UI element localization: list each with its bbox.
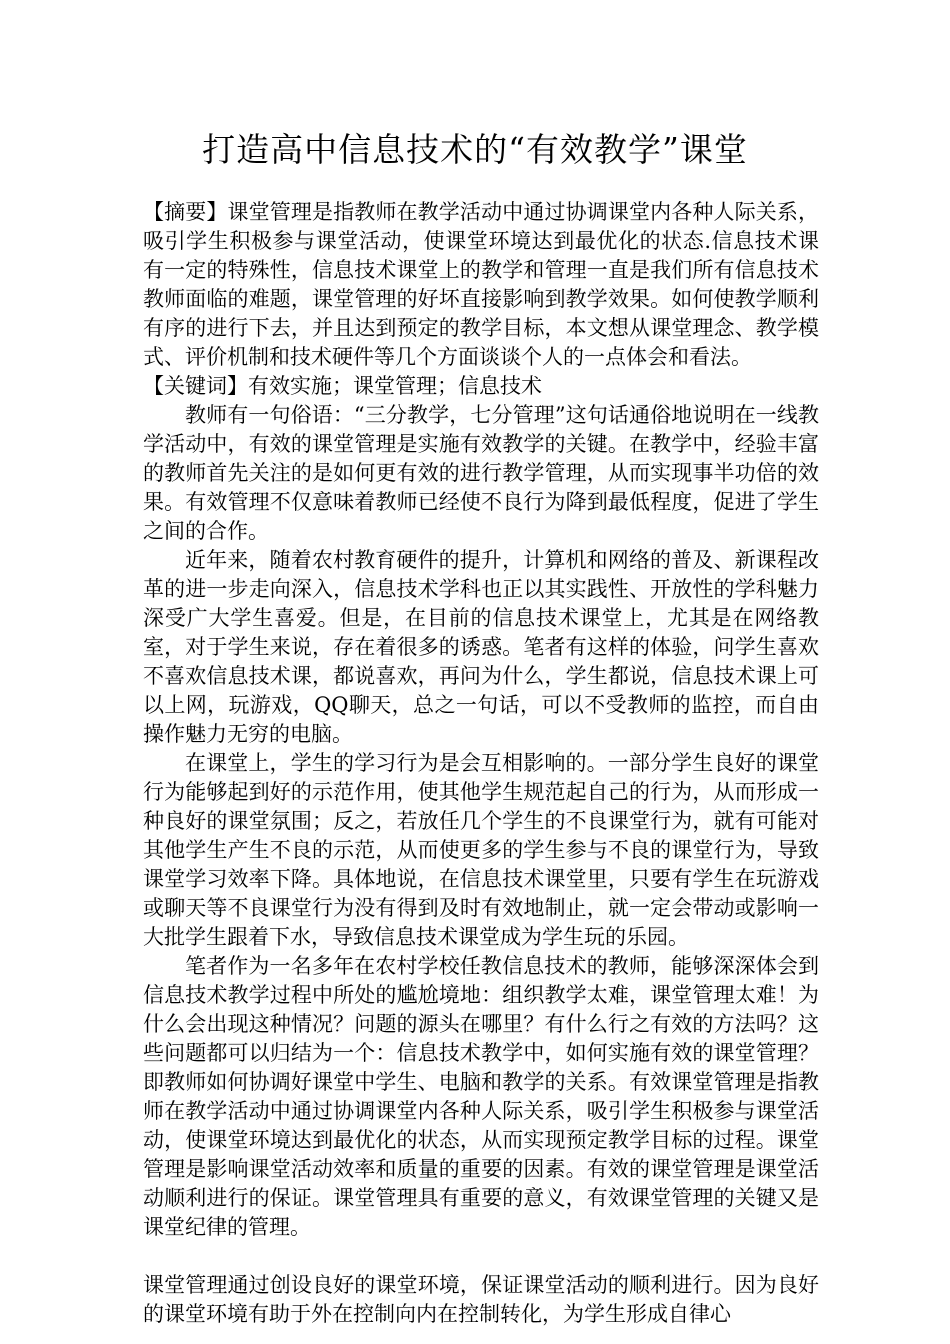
closing-paragraph: 课堂管理通过创设良好的课堂环境，保证课堂活动的顺利进行。因为良好的课堂环境有助于外在控制向内在控制转化，为学生形成自律心 xyxy=(143,1273,819,1326)
body-paragraph-2: 近年来，随着农村教育硬件的提升，计算机和网络的普及、新课程改革的进一步走向深入，信息技术学科也正以其实践性、开放性的学科魅力深受广大学生喜爱。但是，在目前的信息技术课堂上，尤其是在网络教室，对于学生来说，存在着很多的诱惑。笔者有这样的体验，问学生喜欢不喜欢信息技术课，都说喜欢，再问为什么，学生都说，信息技术课上可以上网，玩游戏，QQ聊天，总之一句话，可以不受教师的监控，而自由操作魅力无穷的电脑。 xyxy=(143,548,819,746)
keywords-line: 【关键词】有效实施；课堂管理；信息技术 xyxy=(143,374,542,398)
document-body xyxy=(143,198,819,1329)
paragraph-gap xyxy=(143,1242,819,1271)
document-title: 打造高中信息技术的“有效教学”课堂 xyxy=(202,130,748,169)
body-paragraph-3: 在课堂上，学生的学习行为是会互相影响的。一部分学生良好的课堂行为能够起到好的示范作用，使其他学生规范起自己的行为，从而形成一种良好的课堂氛围；反之，若放任几个学生的不良课堂行为，就有可能对其他学生产生不良的示范，从而使更多的学生参与不良的课堂行为，导致课堂学习效率下降。具体地说，在信息技术课堂里，只要有学生在玩游戏或聊天等不良课堂行为没有得到及时有效地制止，就一定会带动或影响一大批学生跟着下水，导致信息技术课堂成为学生玩的乐园。 xyxy=(143,751,819,949)
abstract-paragraph: 【摘要】课堂管理是指教师在教学活动中通过协调课堂内各种人际关系，吸引学生积极参与课堂活动，使课堂环境达到最优化的状态.信息技术课有一定的特殊性，信息技术课堂上的教学和管理一直是我们所有信息技术教师面临的难题，课堂管理的好坏直接影响到教学效果。如何使教学顺利有序的进行下去，并且达到预定的教学目标，本文想从课堂理念、教学模式、评价机制和技术硬件等几个方面谈谈个人的一点体会和看法。 xyxy=(143,200,819,369)
body-paragraph-1: 教师有一句俗语：“三分教学，七分管理”这句话通俗地说明在一线教学活动中，有效的课堂管理是实施有效教学的关键。在教学中，经验丰富的教师首先关注的是如何更有效的进行教学管理，从而实现事半功倍的效果。有效管理不仅意味着教师已经使不良行为降到最低程度，促进了学生之间的合作。 xyxy=(143,403,819,543)
body-paragraph-4: 笔者作为一名多年在农村学校任教信息技术的教师，能够深深体会到信息技术教学过程中所处的尴尬境地：组织教学太难，课堂管理太难！为什么会出现这种情况？问题的源头在哪里？有什么行之有效的方法吗？这些问题都可以归结为一个：信息技术教学中，如何实施有效的课堂管理？即教师如何协调好课堂中学生、电脑和教学的关系。有效课堂管理是指教师在教学活动中通过协调课堂内各种人际关系，吸引学生积极参与课堂活动，使课堂环境达到最优化的状态，从而实现预定教学目标的过程。课堂管理是影响课堂活动效率和质量的重要的因素。有效的课堂管理是课堂活动顺利进行的保证。课堂管理具有重要的意义，有效课堂管理的关键又是课堂纪律的管理。 xyxy=(143,954,819,1239)
